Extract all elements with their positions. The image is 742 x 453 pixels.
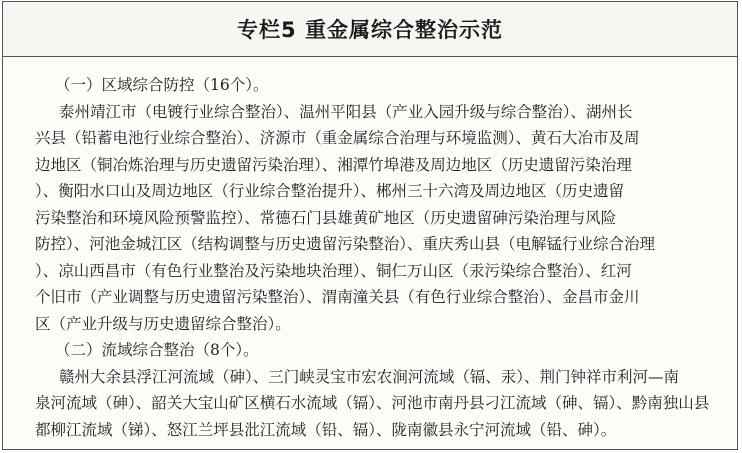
section-heading-regional: [55, 72, 719, 99]
box-title: 专栏5 重金属综合整治示范: [237, 18, 503, 42]
paragraph-line: [59, 364, 719, 391]
paragraph-line: [35, 284, 719, 311]
line-text: 个旧市（产业调整与历史遗留污染整治）、渭南潼关县（有色行业综合整治）、金昌市金川: [35, 288, 640, 306]
line-text: 防控）、河池金城江区（结构调整与历史遗留污染整治）、重庆秀山县（电解锰行业综合治理: [35, 235, 656, 253]
line-text: 区（产业升级与历史遗留综合整治）。: [35, 314, 291, 333]
paragraph-line: [35, 417, 719, 444]
paragraph-line: [35, 258, 719, 285]
box-header: [3, 2, 737, 57]
heading-text: （二）流域综合整治（8个）。: [55, 341, 259, 359]
line-text: 泉河流域（砷）、韶关大宝山矿区横石水流域（镉）、河池市南丹县刁江流域（砷、镉）、黔南独山县: [35, 394, 710, 412]
paragraph-line: [35, 205, 719, 232]
line-text: 兴县（铅蓄电池行业综合整治）、济源市（重金属综合治理与环境监测）、黄石大冶市及周: [35, 129, 640, 147]
line-text: 赣州大余县浮江河流域（砷）、三门峡灵宝市宏农涧河流域（镉、汞）、荆门钟祥市利河—南: [59, 367, 680, 386]
section-heading-watershed: [55, 337, 719, 364]
paragraph-line: [35, 390, 719, 417]
heading-text: （一）区域综合防控（16个）。: [55, 76, 269, 94]
box-body: [35, 72, 719, 443]
line-text: ）、衡阳水口山及周边地区（行业综合整治提升）、郴州三十六湾及周边地区（历史遗留: [35, 182, 625, 200]
paragraph-line: [35, 178, 719, 205]
paragraph-line: [35, 125, 719, 152]
line-text: 边地区（铜冶炼治理与历史遗留污染治理）、湘潭竹埠港及周边地区（历史遗留污染治理: [35, 155, 632, 174]
paragraph-line: [35, 311, 719, 338]
paragraph-line: [35, 231, 719, 258]
feature-box: [2, 1, 738, 450]
line-text: 污染整治和环境风险预警监控）、常德石门县雄黄矿地区（历史遗留砷污染治理与风险: [35, 208, 617, 227]
paragraph-line: [35, 152, 719, 179]
paragraph-line: [59, 99, 719, 126]
line-text: 都柳江流域（锑）、怒江兰坪县沘江流域（铅、镉）、陇南徽县永宁河流域（铅、砷）。: [35, 420, 617, 439]
line-text: 泰州靖江市（电镀行业综合整治）、温州平阳县（产业入园升级与综合整治）、湖州长: [59, 102, 633, 121]
line-text: ）、凉山西昌市（有色行业整治及污染地块治理）、铜仁万山区（汞污染综合整治）、红河: [35, 261, 632, 280]
